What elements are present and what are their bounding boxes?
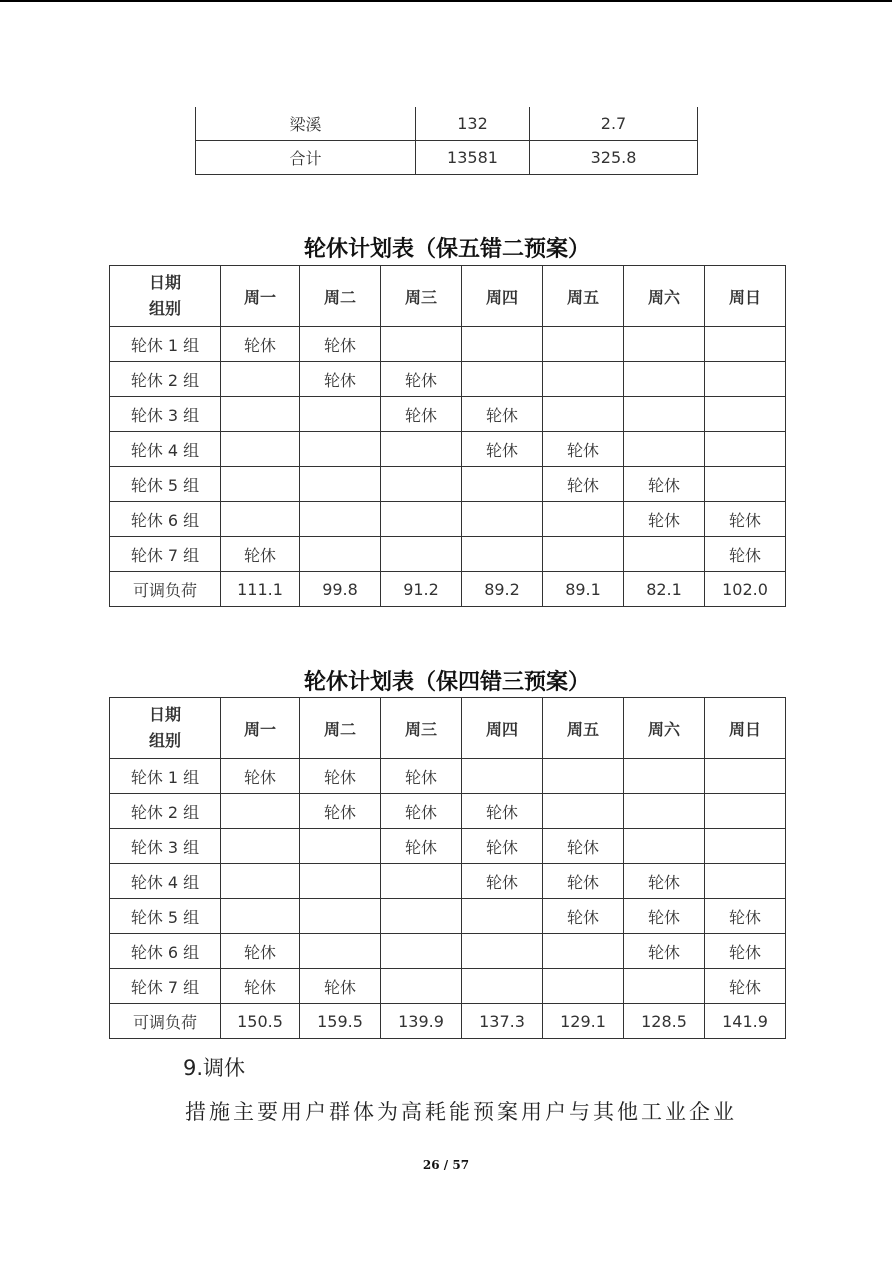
schedule-cell: 轮休 bbox=[300, 794, 381, 829]
table-row bbox=[110, 829, 786, 864]
plan1-day-header: 周三 bbox=[381, 266, 462, 327]
schedule-cell: 159.5 bbox=[300, 1004, 381, 1039]
plan1-table bbox=[109, 265, 786, 607]
schedule-cell bbox=[381, 467, 462, 502]
table-row bbox=[196, 107, 698, 141]
schedule-cell bbox=[462, 969, 543, 1004]
schedule-cell bbox=[300, 864, 381, 899]
schedule-cell bbox=[462, 502, 543, 537]
schedule-cell bbox=[462, 759, 543, 794]
schedule-cell: 89.2 bbox=[462, 572, 543, 607]
schedule-cell: 轮休 bbox=[624, 934, 705, 969]
schedule-cell bbox=[381, 899, 462, 934]
schedule-cell: 轮休 bbox=[705, 502, 786, 537]
plan2-title: 轮休计划表（保四错三预案） bbox=[303, 670, 590, 695]
schedule-cell bbox=[221, 362, 300, 397]
schedule-cell bbox=[221, 899, 300, 934]
table-row bbox=[110, 467, 786, 502]
schedule-cell bbox=[705, 467, 786, 502]
schedule-cell bbox=[624, 432, 705, 467]
schedule-cell bbox=[300, 432, 381, 467]
schedule-cell: 137.3 bbox=[462, 1004, 543, 1039]
schedule-cell bbox=[221, 794, 300, 829]
schedule-cell: 轮休 bbox=[705, 969, 786, 1004]
plan1-day-header: 周五 bbox=[543, 266, 624, 327]
schedule-cell bbox=[624, 794, 705, 829]
table-row bbox=[110, 899, 786, 934]
plan1-day-header: 周一 bbox=[221, 266, 300, 327]
schedule-cell bbox=[705, 362, 786, 397]
schedule-cell bbox=[705, 432, 786, 467]
plan1-day-header: 周二 bbox=[300, 266, 381, 327]
schedule-cell: 111.1 bbox=[221, 572, 300, 607]
schedule-cell: 轮休 bbox=[381, 397, 462, 432]
group-label: 轮休 1 组 bbox=[110, 327, 221, 362]
schedule-cell: 轮休 bbox=[543, 829, 624, 864]
table-row bbox=[110, 537, 786, 572]
schedule-cell: 轮休 bbox=[381, 759, 462, 794]
schedule-cell bbox=[543, 794, 624, 829]
group-label: 轮休 5 组 bbox=[110, 899, 221, 934]
table-row bbox=[110, 864, 786, 899]
schedule-cell: 150.5 bbox=[221, 1004, 300, 1039]
schedule-cell: 轮休 bbox=[624, 864, 705, 899]
header-date-label: 日期 bbox=[148, 273, 181, 292]
table-row bbox=[110, 327, 786, 362]
plan2-header-row bbox=[110, 698, 786, 759]
schedule-cell: 轮休 bbox=[300, 759, 381, 794]
plan2-day-header: 周一 bbox=[221, 698, 300, 759]
page-top-border bbox=[0, 0, 892, 2]
schedule-cell bbox=[624, 362, 705, 397]
schedule-cell: 轮休 bbox=[705, 899, 786, 934]
schedule-cell: 轮休 bbox=[221, 327, 300, 362]
schedule-cell: 轮休 bbox=[300, 327, 381, 362]
schedule-cell bbox=[381, 864, 462, 899]
schedule-cell bbox=[624, 829, 705, 864]
table-row bbox=[110, 362, 786, 397]
header-group-label: 组别 bbox=[148, 299, 181, 318]
schedule-cell: 轮休 bbox=[462, 397, 543, 432]
schedule-cell: 轮休 bbox=[300, 362, 381, 397]
schedule-cell: 102.0 bbox=[705, 572, 786, 607]
schedule-cell bbox=[381, 537, 462, 572]
group-label: 可调负荷 bbox=[110, 1004, 221, 1039]
schedule-cell bbox=[462, 899, 543, 934]
table-row bbox=[196, 141, 698, 175]
schedule-cell bbox=[705, 794, 786, 829]
schedule-cell bbox=[221, 829, 300, 864]
page-number: 26 / 57 bbox=[422, 1158, 470, 1172]
schedule-cell bbox=[624, 537, 705, 572]
plan2-date-group-header bbox=[110, 698, 221, 759]
schedule-cell bbox=[705, 327, 786, 362]
table-row bbox=[110, 794, 786, 829]
schedule-cell bbox=[300, 537, 381, 572]
group-label: 轮休 1 组 bbox=[110, 759, 221, 794]
schedule-cell: 轮休 bbox=[221, 934, 300, 969]
schedule-cell: 轮休 bbox=[543, 899, 624, 934]
schedule-cell: 轮休 bbox=[381, 829, 462, 864]
schedule-cell bbox=[221, 432, 300, 467]
schedule-cell: 轮休 bbox=[705, 537, 786, 572]
plan2-day-header: 周四 bbox=[462, 698, 543, 759]
schedule-cell: 轮休 bbox=[543, 467, 624, 502]
schedule-cell: 91.2 bbox=[381, 572, 462, 607]
header-date-label: 日期 bbox=[148, 705, 181, 724]
schedule-cell bbox=[300, 467, 381, 502]
schedule-cell: 轮休 bbox=[462, 794, 543, 829]
schedule-cell bbox=[543, 327, 624, 362]
schedule-cell bbox=[221, 397, 300, 432]
plan1-day-header: 周四 bbox=[462, 266, 543, 327]
plan2-table bbox=[109, 697, 786, 1039]
plan2-day-header: 周日 bbox=[705, 698, 786, 759]
schedule-cell: 141.9 bbox=[705, 1004, 786, 1039]
schedule-cell bbox=[705, 397, 786, 432]
plan1-date-group-header bbox=[110, 266, 221, 327]
schedule-cell bbox=[624, 759, 705, 794]
schedule-cell: 轮休 bbox=[462, 432, 543, 467]
schedule-cell: 轮休 bbox=[300, 969, 381, 1004]
table-cell: 13581 bbox=[416, 141, 530, 175]
group-label: 可调负荷 bbox=[110, 572, 221, 607]
group-label: 轮休 2 组 bbox=[110, 362, 221, 397]
table-row bbox=[110, 502, 786, 537]
schedule-cell: 128.5 bbox=[624, 1004, 705, 1039]
schedule-cell: 轮休 bbox=[624, 502, 705, 537]
table-cell: 132 bbox=[416, 107, 530, 141]
schedule-cell bbox=[300, 934, 381, 969]
schedule-cell: 轮休 bbox=[381, 794, 462, 829]
schedule-cell bbox=[543, 397, 624, 432]
plan1-header-row bbox=[110, 266, 786, 327]
group-label: 轮休 7 组 bbox=[110, 969, 221, 1004]
group-label: 轮休 3 组 bbox=[110, 829, 221, 864]
district-summary-table bbox=[195, 107, 698, 175]
schedule-cell: 轮休 bbox=[624, 467, 705, 502]
schedule-cell bbox=[300, 397, 381, 432]
schedule-cell bbox=[381, 327, 462, 362]
schedule-cell: 轮休 bbox=[221, 759, 300, 794]
schedule-cell bbox=[462, 537, 543, 572]
schedule-cell: 轮休 bbox=[462, 829, 543, 864]
table-row bbox=[110, 759, 786, 794]
plan1-day-header: 周日 bbox=[705, 266, 786, 327]
schedule-cell bbox=[624, 969, 705, 1004]
group-label: 轮休 5 组 bbox=[110, 467, 221, 502]
group-label: 轮休 4 组 bbox=[110, 432, 221, 467]
body-paragraph: 措施主要用户群体为高耗能预案用户与其他工业企业 bbox=[185, 1100, 737, 1124]
schedule-cell: 轮休 bbox=[624, 899, 705, 934]
schedule-cell bbox=[624, 397, 705, 432]
schedule-cell: 轮休 bbox=[381, 362, 462, 397]
schedule-cell bbox=[462, 362, 543, 397]
group-label: 轮休 4 组 bbox=[110, 864, 221, 899]
schedule-cell bbox=[705, 829, 786, 864]
group-label: 轮休 6 组 bbox=[110, 934, 221, 969]
schedule-cell: 轮休 bbox=[543, 864, 624, 899]
schedule-cell bbox=[381, 969, 462, 1004]
table-row bbox=[110, 969, 786, 1004]
schedule-cell bbox=[543, 934, 624, 969]
table-cell: 梁溪 bbox=[196, 107, 416, 141]
schedule-cell bbox=[705, 864, 786, 899]
table-row bbox=[110, 572, 786, 607]
plan1-title: 轮休计划表（保五错二预案） bbox=[303, 237, 590, 262]
schedule-cell bbox=[462, 934, 543, 969]
schedule-cell: 139.9 bbox=[381, 1004, 462, 1039]
schedule-cell bbox=[705, 759, 786, 794]
schedule-cell: 82.1 bbox=[624, 572, 705, 607]
group-label: 轮休 7 组 bbox=[110, 537, 221, 572]
schedule-cell bbox=[221, 467, 300, 502]
plan2-day-header: 周五 bbox=[543, 698, 624, 759]
schedule-cell bbox=[462, 327, 543, 362]
schedule-cell bbox=[381, 432, 462, 467]
schedule-cell: 轮休 bbox=[221, 537, 300, 572]
group-label: 轮休 2 组 bbox=[110, 794, 221, 829]
schedule-cell bbox=[543, 969, 624, 1004]
table-row bbox=[110, 432, 786, 467]
schedule-cell bbox=[300, 829, 381, 864]
plan1-day-header: 周六 bbox=[624, 266, 705, 327]
schedule-cell bbox=[221, 864, 300, 899]
schedule-cell bbox=[300, 899, 381, 934]
schedule-cell: 轮休 bbox=[543, 432, 624, 467]
plan2-day-header: 周六 bbox=[624, 698, 705, 759]
schedule-cell: 99.8 bbox=[300, 572, 381, 607]
table-row bbox=[110, 1004, 786, 1039]
table-cell: 325.8 bbox=[530, 141, 698, 175]
table-row bbox=[110, 397, 786, 432]
schedule-cell bbox=[381, 934, 462, 969]
section-heading: 9.调休 bbox=[183, 1056, 246, 1080]
schedule-cell bbox=[543, 502, 624, 537]
schedule-cell bbox=[300, 502, 381, 537]
schedule-cell bbox=[624, 327, 705, 362]
schedule-cell: 轮休 bbox=[705, 934, 786, 969]
schedule-cell: 轮休 bbox=[221, 969, 300, 1004]
plan2-day-header: 周三 bbox=[381, 698, 462, 759]
schedule-cell bbox=[462, 467, 543, 502]
schedule-cell: 129.1 bbox=[543, 1004, 624, 1039]
schedule-cell bbox=[543, 362, 624, 397]
table-cell: 2.7 bbox=[530, 107, 698, 141]
table-row bbox=[110, 934, 786, 969]
table-cell: 合计 bbox=[196, 141, 416, 175]
group-label: 轮休 3 组 bbox=[110, 397, 221, 432]
schedule-cell bbox=[543, 537, 624, 572]
schedule-cell: 89.1 bbox=[543, 572, 624, 607]
schedule-cell bbox=[221, 502, 300, 537]
schedule-cell: 轮休 bbox=[462, 864, 543, 899]
plan2-day-header: 周二 bbox=[300, 698, 381, 759]
schedule-cell bbox=[543, 759, 624, 794]
schedule-cell bbox=[381, 502, 462, 537]
header-group-label: 组别 bbox=[148, 731, 181, 750]
group-label: 轮休 6 组 bbox=[110, 502, 221, 537]
